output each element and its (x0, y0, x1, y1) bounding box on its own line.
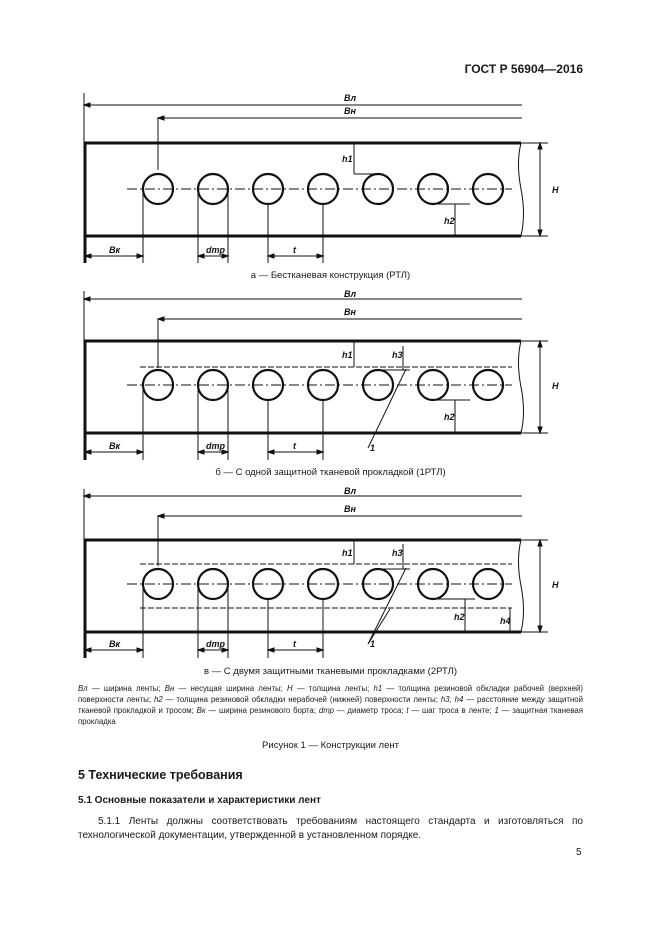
label-bl: Bл (344, 289, 357, 299)
legend-term: Bл (78, 684, 88, 693)
page-number: 5 (576, 847, 582, 858)
label-dtr: dтр (206, 245, 225, 255)
label-dtr: dтр (206, 441, 225, 451)
label-h1: h1 (342, 154, 353, 164)
label-bk: Bк (109, 245, 121, 255)
label-t: t (293, 441, 296, 451)
legend-term: t (406, 706, 409, 715)
legend-text: — ширина ленты; (87, 684, 165, 693)
label-h2: h2 (444, 412, 455, 422)
legend-term: h2 (154, 695, 163, 704)
label-dtr: dтр (206, 639, 225, 649)
caption-c: в — С двумя защитными тканевыми прокладками (2РТЛ) (203, 666, 458, 677)
label-h2: h2 (444, 216, 455, 226)
label-bn: Bн (344, 504, 356, 514)
subsection-title: 5.1 Основные показатели и характеристики лент (78, 795, 321, 806)
label-bl: Bл (344, 93, 357, 103)
label-bn: Bн (344, 106, 356, 116)
legend-text: — толщина резиновой обкладки рабочей (верхней) поверхности ленты; (78, 684, 583, 704)
legend-term: h1 (373, 684, 383, 693)
figure-legend (78, 683, 583, 727)
label-bl: Bл (344, 486, 357, 496)
figure-title: Рисунок 1 — Конструкции лент (262, 740, 399, 751)
label-h: H (552, 185, 559, 195)
legend-text: — толщина ленты; (292, 684, 374, 693)
caption-a: а — Бестканевая конструкция (РТЛ) (250, 270, 411, 281)
label-bk: Bк (109, 639, 121, 649)
figure-b (0, 286, 661, 466)
label-h1: h1 (342, 548, 353, 558)
figure-c (0, 484, 661, 664)
legend-term: Bн (164, 684, 175, 693)
label-1: 1 (370, 639, 376, 649)
label-h2: h2 (454, 612, 465, 622)
legend-text: — толщина резиновой обкладки нерабочей (нижней) поверхности ленты; (162, 695, 441, 704)
standard-header: ГОСТ Р 56904—2016 (464, 62, 583, 76)
label-t: t (293, 245, 296, 255)
label-h1: h1 (342, 350, 353, 360)
legend-text: — расстояние между защитной тканевой прокладкой и тросом; (78, 695, 583, 715)
legend-text: — защитная тканевая прокладка (78, 706, 583, 726)
figure-c-drawing (0, 484, 661, 664)
section-title: 5 Технические требования (78, 768, 243, 782)
label-t: t (293, 639, 296, 649)
caption-b: б — С одной защитной тканевой прокладкой (1РТЛ) (215, 467, 446, 478)
label-h: H (552, 580, 559, 590)
legend-term: H (287, 684, 293, 693)
label-h4: h4 (500, 616, 511, 626)
label-bk: Bк (109, 441, 121, 451)
label-h3: h3 (392, 350, 403, 360)
body-paragraph: 5.1.1 Ленты должны соответствовать требованиям настоящего стандарта и изготовляться по технологической документации, утвержденной в установленном порядке. (78, 816, 583, 841)
legend-text: — диаметр троса; (333, 706, 407, 715)
legend-text: — шаг троса в ленте; (408, 706, 495, 715)
label-h: H (552, 381, 559, 391)
figure-b-drawing (0, 286, 661, 466)
label-bn: Bн (344, 307, 356, 317)
legend-term: 1 (494, 706, 499, 715)
legend-text: — ширина резинового борта; (205, 706, 319, 715)
legend-term: h3, h4 (440, 695, 464, 704)
label-1: 1 (370, 443, 376, 453)
figure-a-drawing (0, 88, 661, 268)
legend-term: dтр (318, 706, 334, 715)
legend-term: Bк (196, 706, 206, 715)
figure-a (0, 88, 661, 268)
legend-text: — несущая ширина ленты; (174, 684, 288, 693)
label-h3: h3 (392, 548, 403, 558)
